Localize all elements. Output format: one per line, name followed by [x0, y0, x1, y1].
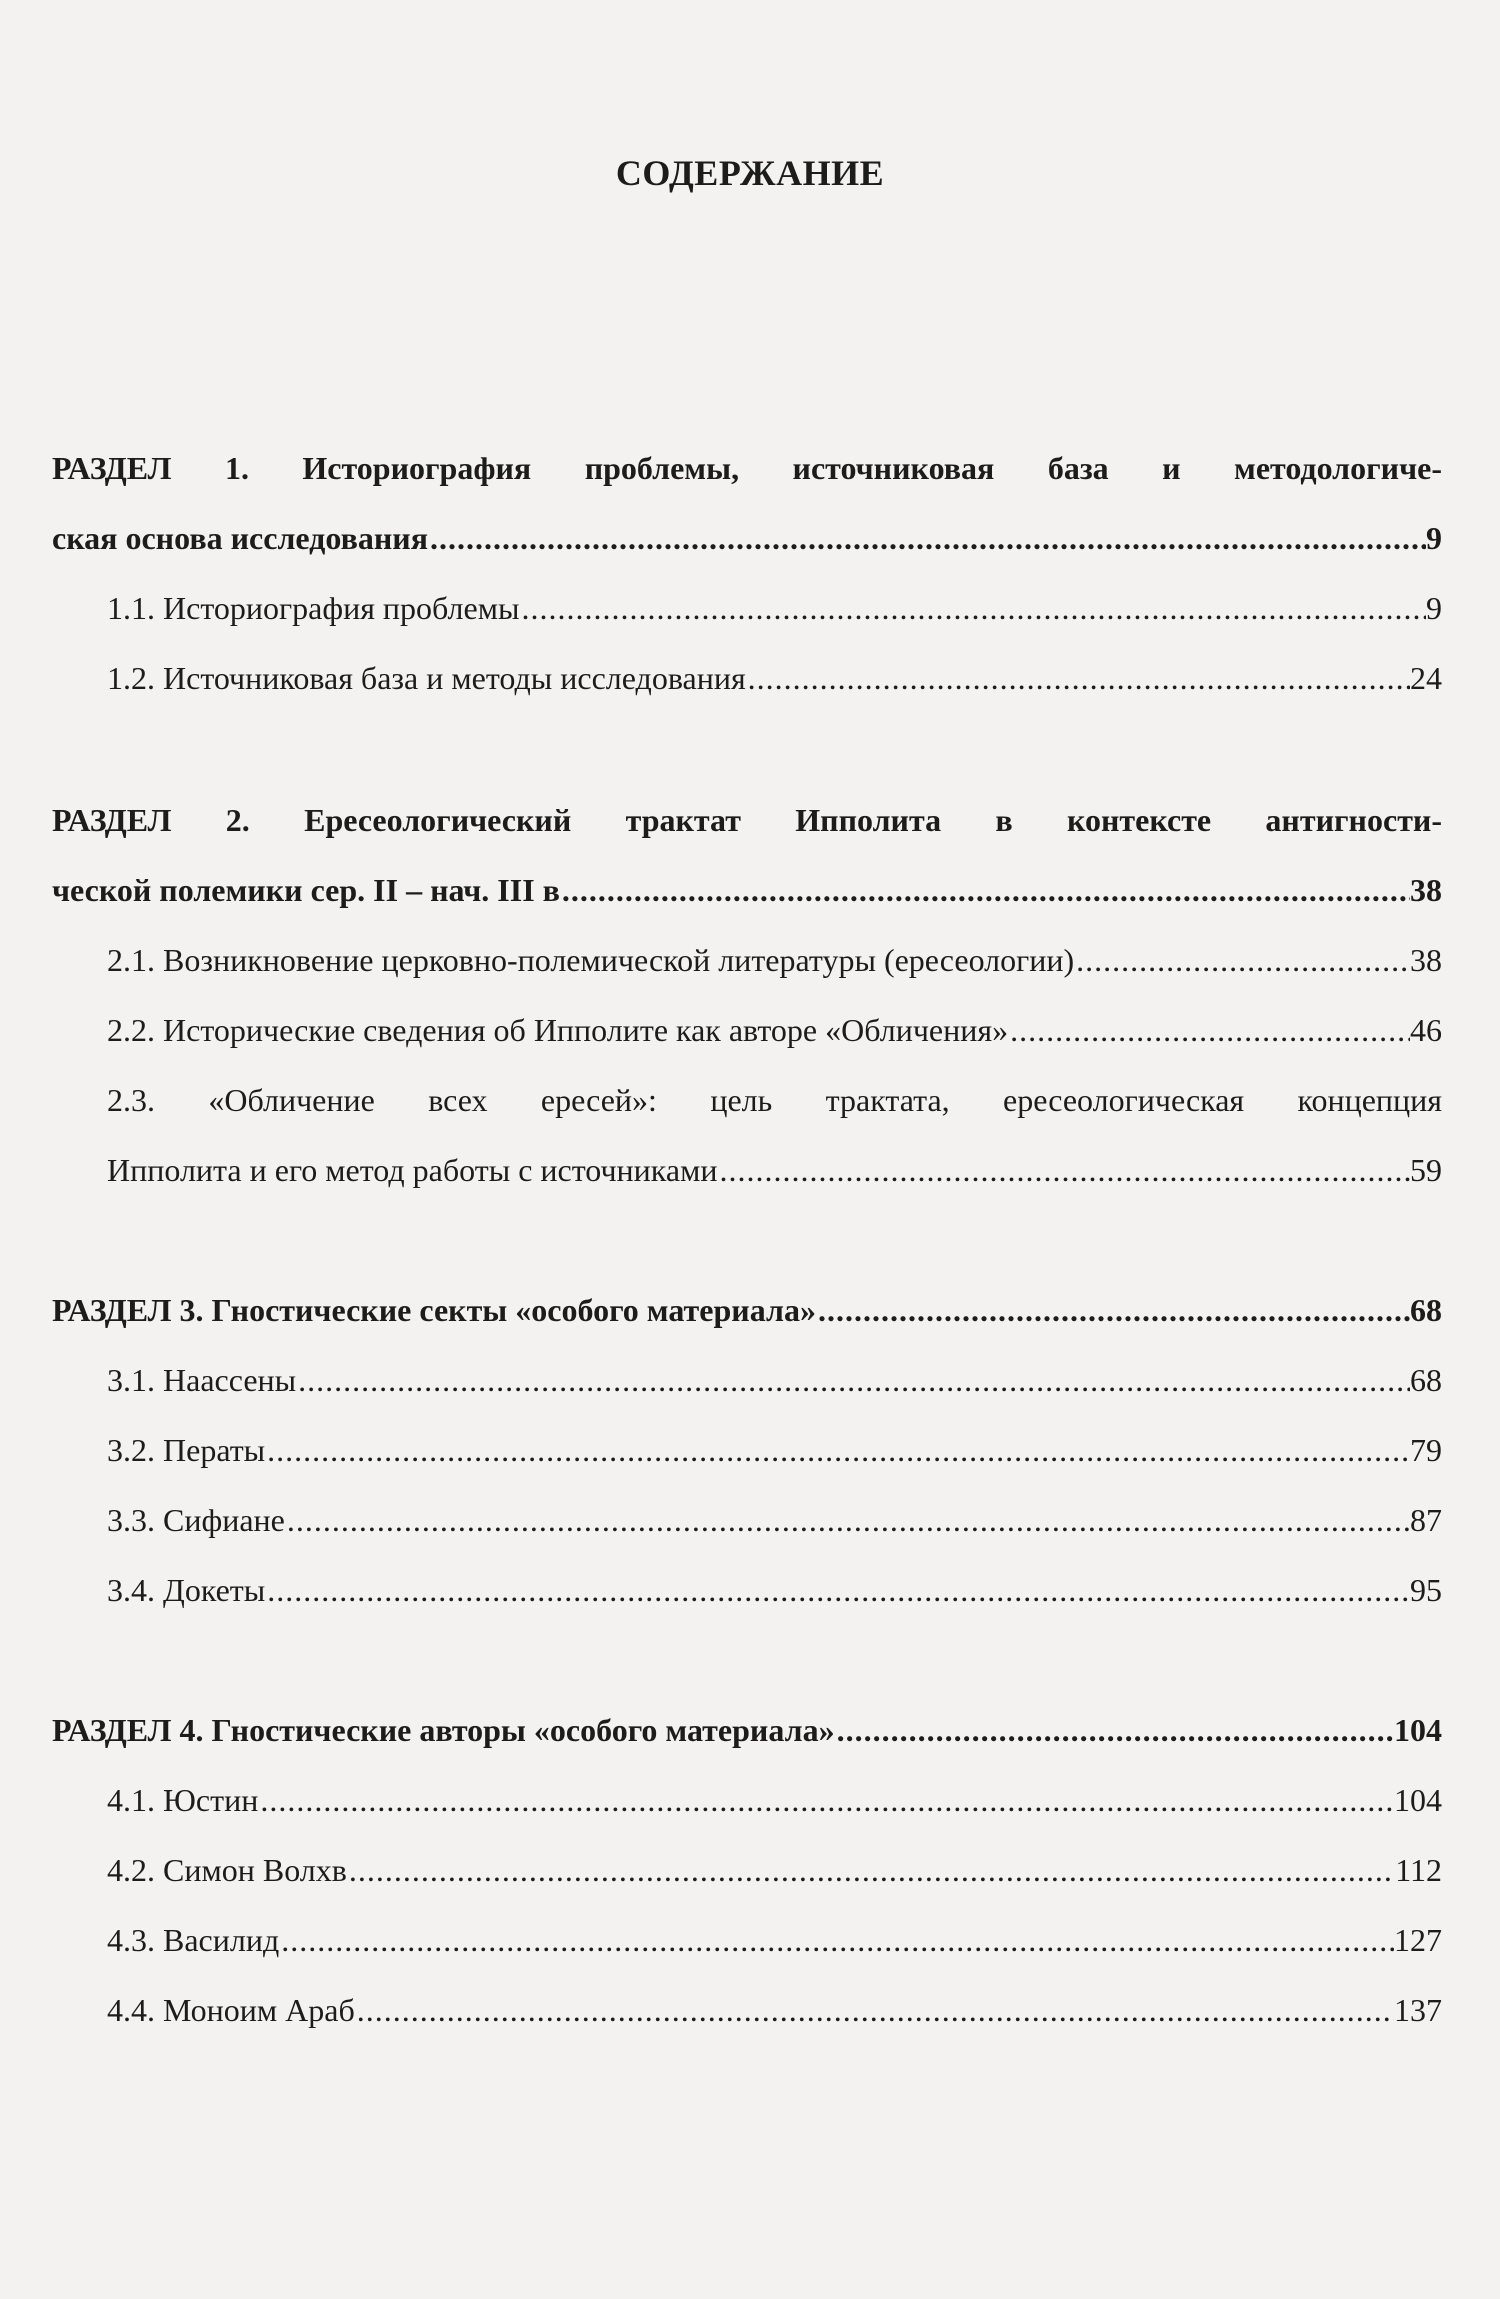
item-label: 2.2. Исторические сведения об Ипполите как авторе «Обличения»: [107, 1012, 1009, 1048]
section-1-entry[interactable]: [52, 518, 1442, 558]
item-label: 4.1. Юстин: [107, 1782, 259, 1818]
leader-dots: [285, 1500, 1410, 1540]
toc-item-4-2[interactable]: [107, 1850, 1442, 1890]
section-4-page: 104: [1394, 1712, 1442, 1748]
leader-dots: [519, 588, 1426, 628]
leader-dots: [279, 1920, 1394, 1960]
item-label-line2: Ипполита и его метод работы с источниками: [107, 1152, 718, 1188]
item-label: 4.3. Василид: [107, 1922, 280, 1958]
section-1-title-line2: ская основа исследования: [52, 520, 429, 556]
item-page: 24: [1410, 660, 1442, 696]
leader-dots: [265, 1570, 1410, 1610]
leader-dots: [717, 1150, 1410, 1190]
section-3-title: РАЗДЕЛ 3. Гностические секты «особого материала»: [52, 1292, 816, 1328]
item-page: 112: [1395, 1852, 1442, 1888]
item-label: 3.1. Наассены: [107, 1362, 297, 1398]
toc-item-1-1[interactable]: [107, 588, 1442, 628]
toc-item-1-2[interactable]: [107, 658, 1442, 698]
leader-dots: [428, 518, 1426, 558]
item-page: 95: [1410, 1572, 1442, 1608]
toc-item-4-4[interactable]: [107, 1990, 1442, 2030]
leader-dots: [296, 1360, 1410, 1400]
item-label: 3.2. Ператы: [107, 1432, 266, 1468]
leader-dots: [258, 1780, 1394, 1820]
leader-dots: [1008, 1010, 1410, 1050]
toc-item-4-1[interactable]: [107, 1780, 1442, 1820]
leader-dots: [746, 658, 1410, 698]
toc-item-3-4[interactable]: [107, 1570, 1442, 1610]
item-page: 68: [1410, 1362, 1442, 1398]
leader-dots: [835, 1710, 1394, 1750]
item-label: 3.3. Сифиане: [107, 1502, 285, 1538]
leader-dots: [347, 1850, 1395, 1890]
toc-item-4-3[interactable]: [107, 1920, 1442, 1960]
toc-item-2-3-line1: 2.3. «Обличение всех ересей»: цель трактата, ересеологическая концепция: [107, 1082, 1442, 1118]
item-page: 46: [1410, 1012, 1442, 1048]
item-label: 3.4. Докеты: [107, 1572, 266, 1608]
item-page: 104: [1394, 1782, 1442, 1818]
item-label: 1.1. Историография проблемы: [107, 590, 520, 626]
section-4-entry[interactable]: [52, 1710, 1442, 1750]
toc-item-2-1[interactable]: [107, 940, 1442, 980]
item-page: 79: [1410, 1432, 1442, 1468]
section-3-page: 68: [1410, 1292, 1442, 1328]
page-title: СОДЕРЖАНИЕ: [615, 153, 885, 193]
section-2-title-line1: РАЗДЕЛ 2. Ересеологический трактат Ипполита в контексте антигности-: [52, 802, 1442, 838]
leader-dots: [560, 870, 1410, 910]
toc-item-2-3[interactable]: [107, 1150, 1442, 1190]
section-2-page: 38: [1410, 872, 1442, 908]
leader-dots: [816, 1290, 1410, 1330]
section-4-title: РАЗДЕЛ 4. Гностические авторы «особого материала»: [52, 1712, 835, 1748]
toc-item-3-1[interactable]: [107, 1360, 1442, 1400]
leader-dots: [1074, 940, 1410, 980]
toc-item-2-2[interactable]: [107, 1010, 1442, 1050]
item-page: 87: [1410, 1502, 1442, 1538]
toc-item-3-3[interactable]: [107, 1500, 1442, 1540]
item-page: 59: [1410, 1152, 1442, 1188]
section-1-page: 9: [1426, 520, 1442, 556]
leader-dots: [355, 1990, 1394, 2030]
section-1-title-line1: РАЗДЕЛ 1. Историография проблемы, источниковая база и методологиче-: [52, 450, 1442, 486]
leader-dots: [265, 1430, 1410, 1470]
item-page: 137: [1394, 1992, 1442, 2028]
section-2-entry[interactable]: [52, 870, 1442, 910]
item-page: 38: [1410, 942, 1442, 978]
section-2-title-line2: ческой полемики сер. II – нач. III в: [52, 872, 560, 908]
section-3-entry[interactable]: [52, 1290, 1442, 1330]
item-page: 9: [1426, 590, 1442, 626]
item-page: 127: [1394, 1922, 1442, 1958]
item-label: 4.4. Моноим Араб: [107, 1992, 355, 2028]
item-label: 2.1. Возникновение церковно-полемической литературы (ересеологии): [107, 942, 1075, 978]
item-label: 1.2. Источниковая база и методы исследования: [107, 660, 746, 696]
item-label: 4.2. Симон Волхв: [107, 1852, 347, 1888]
toc-item-3-2[interactable]: [107, 1430, 1442, 1470]
